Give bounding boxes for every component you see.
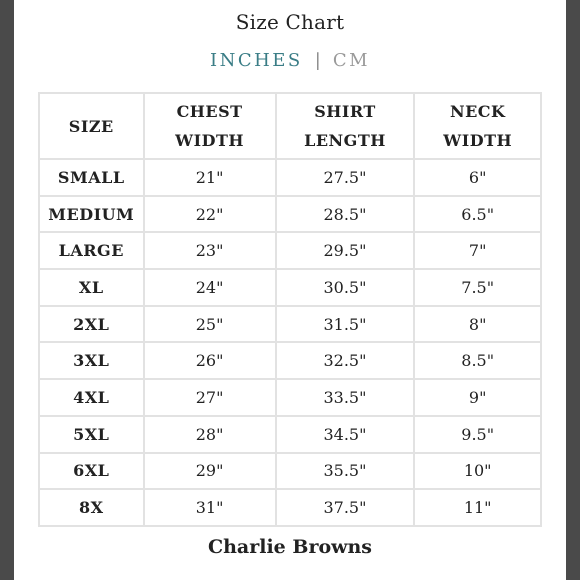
chest-width-cell: 31" [144,489,276,526]
table-row [39,232,541,269]
chest-width-cell: 22" [144,196,276,233]
shirt-length-cell: 30.5" [276,269,415,306]
neck-width-cell: 11" [414,489,541,526]
neck-width-cell: 7" [414,232,541,269]
neck-width-cell: 9" [414,379,541,416]
unit-inches-tab[interactable]: INCHES [209,50,303,71]
chest-width-cell: 26" [144,342,276,379]
page-title: Size Chart [235,10,345,34]
neck-width-cell: 7.5" [414,269,541,306]
unit-cm-tab[interactable]: CM [332,50,371,71]
table-row [39,379,541,416]
shirt-length-cell: 33.5" [276,379,415,416]
table-header-row [39,93,541,159]
shirt-length-cell: 35.5" [276,453,415,490]
table-row [39,489,541,526]
neck-width-cell: 6.5" [414,196,541,233]
size-cell: 8X [39,489,144,526]
chest-width-cell: 24" [144,269,276,306]
size-cell: MEDIUM [39,196,144,233]
size-cell: XL [39,269,144,306]
shirt-length-cell: 37.5" [276,489,415,526]
neck-width-cell: 9.5" [414,416,541,453]
table-row [39,159,541,196]
table-row [39,342,541,379]
chest-width-cell: 21" [144,159,276,196]
chest-width-cell: 29" [144,453,276,490]
size-cell: 2XL [39,306,144,343]
shirt-length-cell: 34.5" [276,416,415,453]
header-chest-width: CHEST WIDTH [144,93,276,159]
shirt-length-cell: 31.5" [276,306,415,343]
unit-separator: | [314,50,321,71]
chest-width-cell: 28" [144,416,276,453]
neck-width-cell: 8" [414,306,541,343]
size-cell: 4XL [39,379,144,416]
size-cell: SMALL [39,159,144,196]
table-row [39,196,541,233]
size-table [38,92,542,527]
size-cell: 6XL [39,453,144,490]
neck-width-cell: 6" [414,159,541,196]
neck-width-cell: 10" [414,453,541,490]
brand-name: Charlie Browns [207,536,372,558]
chest-width-cell: 27" [144,379,276,416]
header-size: SIZE [39,93,144,159]
chest-width-cell: 25" [144,306,276,343]
size-cell: 3XL [39,342,144,379]
neck-width-cell: 8.5" [414,342,541,379]
table-row [39,453,541,490]
table-row [39,306,541,343]
chest-width-cell: 23" [144,232,276,269]
size-chart-card [14,0,566,580]
header-neck-width: NECK WIDTH [414,93,541,159]
shirt-length-cell: 28.5" [276,196,415,233]
shirt-length-cell: 32.5" [276,342,415,379]
size-cell: LARGE [39,232,144,269]
table-row [39,416,541,453]
size-cell: 5XL [39,416,144,453]
shirt-length-cell: 29.5" [276,232,415,269]
shirt-length-cell: 27.5" [276,159,415,196]
header-shirt-length: SHIRT LENGTH [276,93,415,159]
table-row [39,269,541,306]
unit-toggle [14,50,566,71]
